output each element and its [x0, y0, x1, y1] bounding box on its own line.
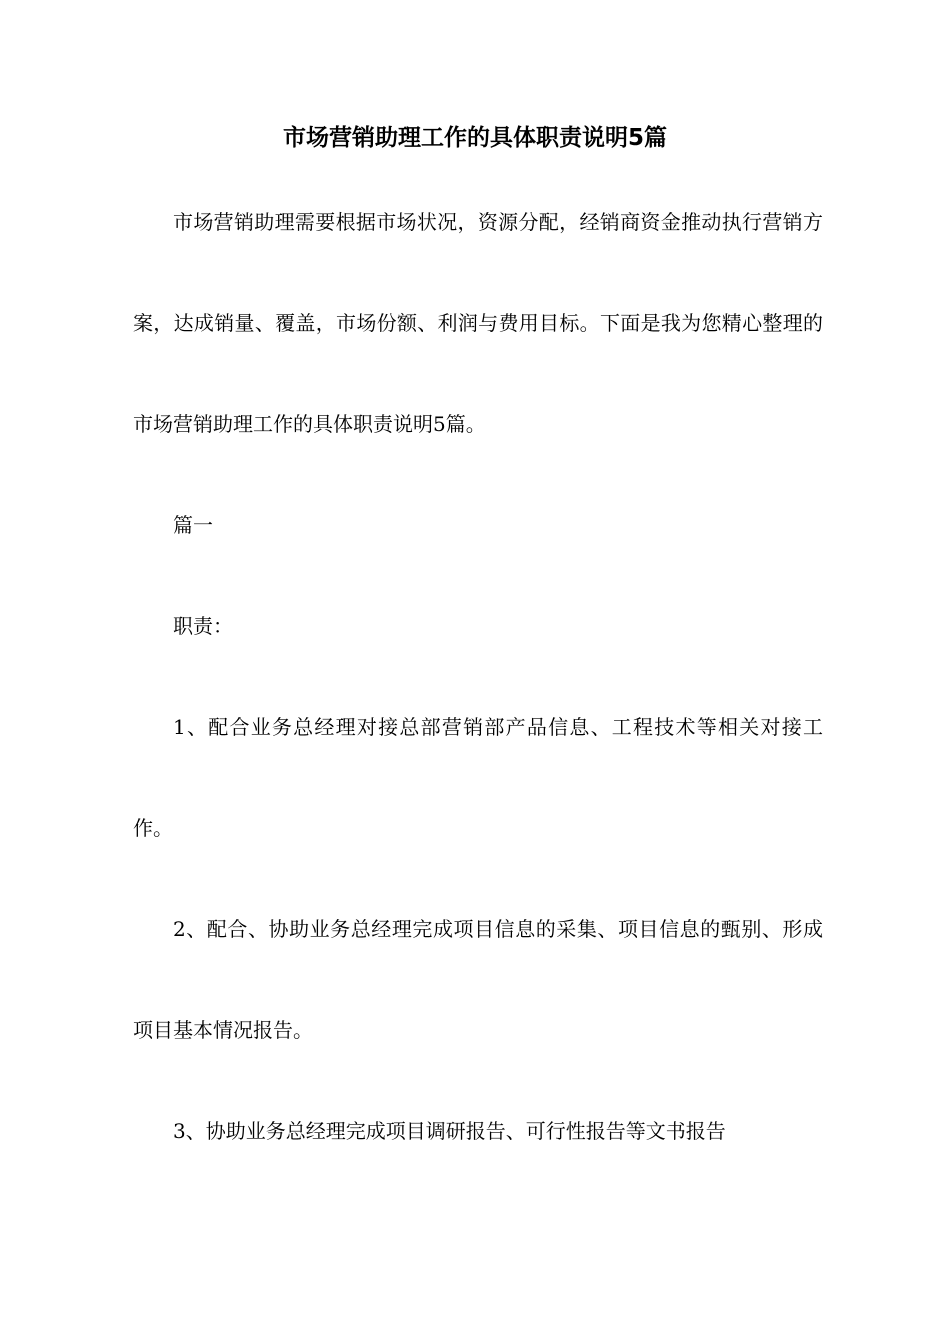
duty-item-1: 1、配合业务总经理对接总部营销部产品信息、工程技术等相关对接工作。 [133, 715, 823, 840]
duty-item-3: 3、协助业务总经理完成项目调研报告、可行性报告等文书报告 [173, 1119, 726, 1143]
duties-label: 职责： [173, 614, 233, 638]
duty-item-2: 2、配合、协助业务总经理完成项目信息的采集、项目信息的甄别、形成项目基本情况报告。 [133, 917, 823, 1042]
section-heading: 篇一 [173, 513, 213, 537]
intro-paragraph: 市场营销助理需要根据市场状况，资源分配，经销商资金推动执行营销方案，达成销量、覆盖，市场份额、利润与费用目标。下面是我为您精心整理的市场营销助理工作的具体职责说明5篇。 [133, 210, 823, 436]
document-title: 市场营销助理工作的具体职责说明5篇 [282, 125, 667, 151]
document-body [133, 172, 823, 1182]
